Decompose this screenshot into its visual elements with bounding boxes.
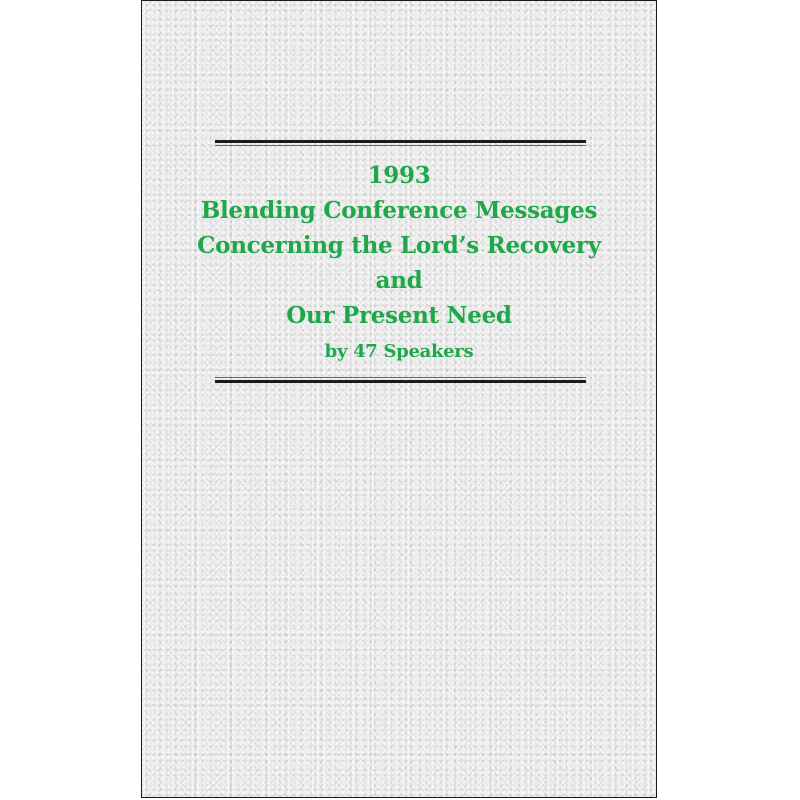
cover-year: 1993 [367,162,431,189]
book-cover [141,0,657,798]
title-line-1: Blending Conference Messages [200,197,598,224]
title-block [142,158,656,367]
bottom-thick-rule [215,380,586,383]
top-thin-rule [215,145,586,146]
title-line-2: Concerning the Lord’s Recovery [197,232,601,259]
author-line: by 47 Speakers [324,341,474,362]
top-thick-rule [215,140,586,143]
top-double-rule [215,140,586,146]
title-line-4: Our Present Need [286,302,512,329]
bottom-thin-rule [215,377,586,378]
bottom-double-rule [215,377,586,383]
title-line-3: and [375,267,423,294]
